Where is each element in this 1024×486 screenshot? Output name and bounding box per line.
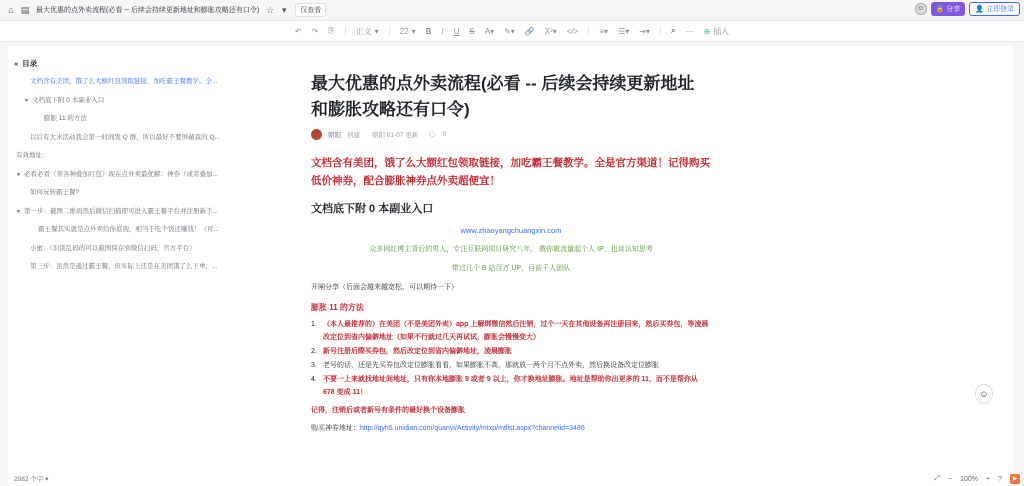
list-item: 1. （本人最推荐的）在美团（不是美团外卖）app 上解绑微信然后注销，过个一天在其他设备再注册回来，然后买券包，等凌晨改定位到省内偏僻地址（如果不行就过几天再试试，膨胀会慢慢变大）: [311, 318, 711, 344]
toolbar-divider: [588, 26, 589, 36]
share-button[interactable]: [931, 2, 966, 16]
toc-item-label: 膨胀 11 的方法: [44, 115, 87, 122]
list-item: 3. 老号的话，还是先买券包改定位膨胀看看，如果膨胀不高，那就放一两个月不点外卖，然后换设备改定位膨胀: [311, 359, 711, 372]
section-heading: 文档底下附 0 本副业入口: [311, 203, 434, 215]
subsection-heading: 膨胀 11 的方法: [311, 303, 364, 312]
list-icon[interactable]: ☰▾: [618, 26, 630, 36]
chevron-down-icon: ▾: [374, 26, 379, 36]
caret-down-icon[interactable]: ▼: [16, 208, 21, 215]
list-item-text: 新号注册后際买券包，然后改定位到省内偏僻地址，凌晨膨胀: [323, 348, 512, 355]
note-text: 记得，注销后或者新号有条件的最好换个设备膨胀: [311, 407, 465, 414]
zoom-in-icon[interactable]: +: [986, 475, 991, 483]
list-item-text: （本人最推荐的）在美团（不是美团外卖）app 上解绑微信然后注销，过个一天在其他设备再注册回来，然后买券包，等凌晨改定位到省内偏僻地址（如果不行就过几天再试试，膨胀会慢慢变大）: [323, 321, 709, 341]
underline-icon[interactable]: U: [453, 26, 460, 36]
window-title: 最大优惠的点外卖流程(必看 -- 后续会持续更新地址和膨胀攻略还有口令): [36, 7, 260, 14]
indent-icon[interactable]: ⇥▾: [639, 26, 650, 36]
login-button[interactable]: [969, 2, 1020, 16]
document-canvas: [8, 46, 1013, 486]
zoom-level[interactable]: 100%: [960, 475, 978, 483]
document-title: 最大优惠的点外卖流程(必看 -- 后续会持续更新地址和膨胀攻略还有口令): [311, 74, 695, 119]
bold-icon[interactable]: B: [425, 26, 432, 36]
font-size-value: 22: [399, 26, 409, 36]
user-avatar-icon[interactable]: ☺: [915, 3, 927, 15]
toc-item-label: 以后有大水活动我会第一时间发 Q 群，所以最好不要屏蔽我的 Q...: [30, 133, 220, 141]
toc-item[interactable]: [14, 243, 254, 262]
toc-item-label: 有效地址：: [16, 152, 49, 159]
comment-count: 0: [442, 131, 447, 138]
doc-icon: ▤: [20, 4, 30, 15]
lock-icon: 🔒: [935, 6, 945, 13]
highlight-icon[interactable]: ✎▾: [504, 26, 515, 36]
status-bar-right: [934, 474, 1020, 484]
toc-item-label: 第三步：虽然是通过霸王餐，但实际上还是在美团饿了么下单，...: [30, 263, 218, 270]
expand-icon[interactable]: ⤢: [934, 475, 940, 482]
toc-item-label: 必看必看（领各种叠加红包）现在点外卖最优解：神券（或者叠加...: [24, 170, 218, 178]
caret-down-icon[interactable]: ▼: [16, 171, 21, 178]
chevron-down-icon: ▾: [45, 476, 49, 483]
toc-item-label: 文档含有美团，饿了么大额红包领取链接，加吃霸王餐教学。全...: [30, 78, 218, 85]
insert-button[interactable]: [703, 26, 729, 37]
more-icon[interactable]: ⋯: [685, 26, 694, 36]
toc-item-label: 文档底下附 0 本副业入口: [32, 96, 105, 104]
document-body: [311, 71, 711, 433]
document-meta: [311, 129, 711, 140]
toc-item[interactable]: [14, 261, 254, 280]
buy-link[interactable]: http://qyh5.unidian.com/quanyi/Activity/mtxp/mtlist.aspx?channelid=3486: [360, 425, 585, 432]
caret-down-icon[interactable]: ▼: [24, 97, 29, 104]
redo-icon[interactable]: ↷: [311, 26, 319, 36]
intro-text: 带过几个 B 站百万 UP，目前千人团队: [451, 265, 571, 272]
share-note: 开闸分享（后面会越来越宽松，可以期待一下）: [311, 284, 458, 291]
toc-item-label: 小蜜：（识别乱码的可以截图保存到微信扫码，官方平台）: [30, 244, 196, 252]
word-count[interactable]: [14, 474, 48, 483]
collapse-toc-icon[interactable]: «: [14, 59, 19, 68]
toc-item[interactable]: [14, 76, 254, 95]
toc-item[interactable]: [14, 113, 254, 132]
login-label: 立即登录: [986, 6, 1014, 13]
toc-item[interactable]: [14, 224, 254, 243]
toc-header[interactable]: [14, 58, 254, 69]
share-label: 分享: [946, 6, 961, 13]
buy-label: 购买神券地址：: [311, 425, 360, 432]
font-size-select[interactable]: [400, 27, 416, 36]
view-mode-badge[interactable]: 仅查看: [295, 3, 326, 17]
strikethrough-icon[interactable]: S: [469, 26, 475, 36]
lead-paragraph: 文档含有美团，饿了么大额红包领取链接，加吃霸王餐教学。全是官方渠道！记得购买低价神券，配合膨胀神券点外卖超便宜！: [311, 157, 710, 187]
list-item: 4. 不要一上来就找地址间地址，只有你本地膨胀 9 或者 9 以上，你才换地址膨胀。地址是帮助你出更多的 11，而不是帮你从 678 变成 11！: [311, 373, 711, 399]
toc-item-label: 霸王餐其实就是点外卖给你返现，相当于吃个饭还赚钱！（可...: [38, 226, 219, 233]
undo-icon[interactable]: ↶: [294, 26, 302, 36]
updated-label: 朝阳 01-07 更新: [372, 132, 419, 139]
align-icon[interactable]: ≡▾: [599, 26, 609, 36]
app-logo-icon[interactable]: ▶: [1010, 474, 1020, 484]
author-avatar[interactable]: [311, 129, 322, 140]
home-icon[interactable]: ⌂: [8, 5, 14, 15]
link-icon[interactable]: 🔗: [524, 26, 535, 36]
person-icon: 👤: [975, 6, 984, 13]
toc-item[interactable]: [14, 132, 254, 151]
superscript-icon[interactable]: X²▾: [544, 26, 557, 36]
toc-item[interactable]: [14, 95, 254, 114]
zoom-out-icon[interactable]: −: [948, 475, 953, 483]
site-link[interactable]: www.zhaoyangchuangxin.com: [460, 226, 562, 235]
toc-item[interactable]: [14, 187, 254, 206]
insert-label: 插入: [713, 26, 730, 36]
author-name[interactable]: 朝阳: [328, 132, 341, 139]
chevron-down-icon: ▾: [411, 26, 416, 36]
word-count-value: 2082 个字: [14, 476, 44, 483]
paragraph-style-value: 正文: [355, 26, 372, 36]
code-icon[interactable]: </>: [566, 26, 579, 36]
toc-item-label: 第一步：截图二维码然后微信扫描即可进入霸王餐平台并注册新手...: [24, 207, 218, 215]
toolbar-divider: [660, 26, 661, 36]
toc-item[interactable]: [14, 150, 254, 169]
created-label: 创建: [347, 132, 360, 139]
buy-line: [311, 423, 711, 433]
list-item-text: 老号的话，还是先买券包改定位膨胀看看，如果膨胀不高，那就放一两个月不点外卖，然后换设备改定位膨胀: [323, 362, 659, 369]
search-icon[interactable]: ⌕: [670, 26, 676, 35]
list-item: 2. 新号注册后際买券包，然后改定位到省内偏僻地址，凌晨膨胀: [311, 345, 711, 358]
toc-title: 目录: [22, 59, 38, 68]
assistant-mascot-icon[interactable]: ☺: [975, 384, 993, 404]
toolbar-divider: [389, 26, 390, 36]
paragraph-style-select[interactable]: [356, 26, 379, 37]
intro-text: 众多网红博主背后的男人，专注互联网项目研究八年， 教你做流量起个人 IP，也谈认知思考: [369, 246, 653, 253]
steps-list: [311, 318, 711, 399]
plus-circle-icon: ⊕: [703, 26, 711, 36]
title-bar: [0, 0, 1024, 20]
toc-item-label: 如何玩转霸王餐?: [30, 189, 80, 196]
chevron-down-icon[interactable]: ▾: [281, 4, 287, 15]
toolbar-divider: [345, 26, 346, 36]
comment-icon[interactable]: 🗨: [428, 131, 437, 139]
italic-icon[interactable]: I: [441, 26, 444, 36]
format-painter-icon[interactable]: ⎘: [328, 26, 335, 35]
star-icon[interactable]: ☆: [266, 4, 275, 15]
editor-toolbar: [0, 20, 1024, 42]
toc-item[interactable]: [14, 169, 254, 188]
toc-item[interactable]: [14, 206, 254, 225]
help-icon[interactable]: ?: [998, 475, 1002, 483]
font-color-icon[interactable]: A▾: [484, 26, 495, 36]
table-of-contents: [14, 58, 254, 280]
list-item-text: 不要一上来就找地址间地址，只有你本地膨胀 9 或者 9 以上，你才换地址膨胀。地址是帮助你出更多的 11，而不是帮你从 678 变成 11！: [323, 376, 698, 396]
